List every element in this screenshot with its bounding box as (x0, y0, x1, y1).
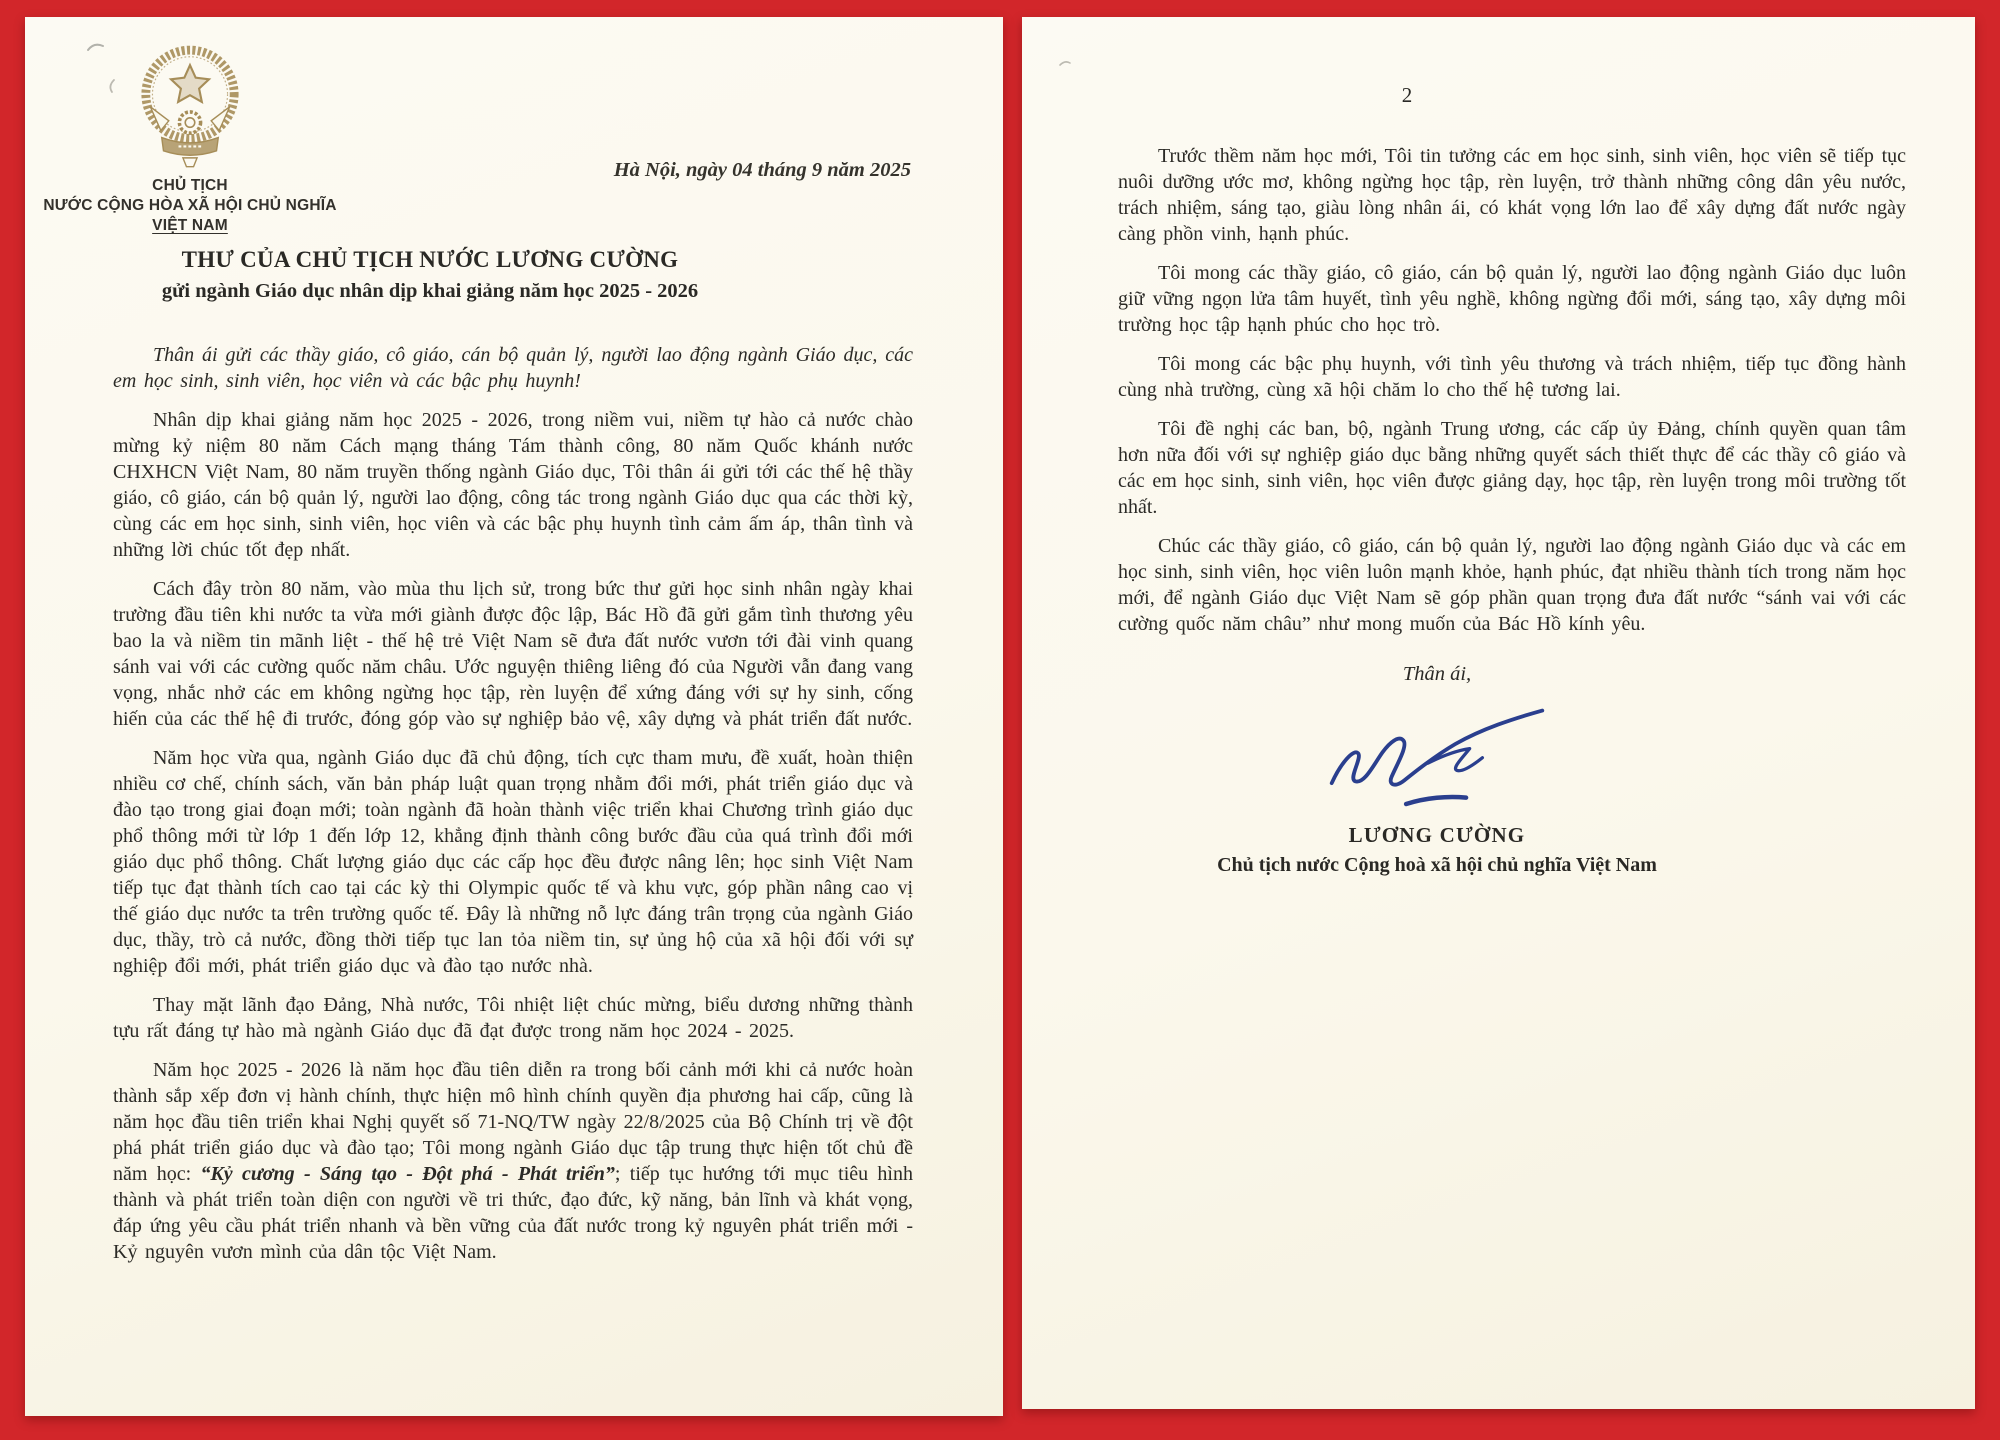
vietnam-national-emblem-icon (137, 39, 243, 169)
paragraph: Tôi mong các bậc phụ huynh, với tình yêu thương và trách nhiệm, tiếp tục đồng hành cùng nhà trường, cùng xã hội chăm lo cho thế hệ tương lai. (1118, 353, 1906, 401)
handwritten-signature-icon (1312, 696, 1562, 814)
letter-subtitle: gửi ngành Giáo dục nhân dịp khai giảng năm học 2025 - 2026 (161, 280, 699, 302)
letter-title-block (35, 247, 825, 303)
paragraph: Tôi đề nghị các ban, bộ, ngành Trung ương, các cấp ủy Đảng, chính quyền quan tâm hơn nữa đối với sự nghiệp giáo dục bằng những quyết sách thiết thực để các thầy cô giáo và các em học sinh, sinh viên, học viên được giảng dạy, học tập, rèn luyện trong môi trường tốt nhất. (1118, 418, 1906, 518)
salutation: Thân ái gửi các thầy giáo, cô giáo, cán bộ quản lý, người lao động ngành Giáo dục, các em học sinh, sinh viên, học viên và các bậc phụ huynh! (113, 344, 913, 392)
paragraph: Trước thềm năm học mới, Tôi tin tưởng các em học sinh, sinh viên, học viên sẽ tiếp tục nuôi dưỡng ước mơ, không ngừng học tập, rèn luyện, trở thành những công dân yêu nước, trách nhiệm, sáng tạo, giàu lòng nhân ái, có khát vọng lớn lao để xây dựng đất nước ngày càng phồn vinh, hạnh phúc. (1118, 145, 1906, 245)
paragraph: Cách đây tròn 80 năm, vào mùa thu lịch sử, trong bức thư gửi học sinh nhân ngày khai trường đầu tiên khi nước ta vừa mới giành được độc lập, Bác Hồ đã gửi gắm tình thương yêu bao la và niềm tin mãnh liệt - thế hệ trẻ Việt Nam sẽ đưa đất nước vươn tới đài vinh quang sánh vai với các cường quốc năm châu. Ước nguyện thiêng liêng đó của Người vẫn đang vang vọng, nhắc nhở các em không ngừng học tập, rèn luyện để xứng đáng với sự hy sinh, cống hiến của các thế hệ đi trước, đóng góp vào sự nghiệp bảo vệ, xây dựng và phát triển đất nước. (113, 578, 913, 730)
closing-salutation: Thân ái, (1402, 663, 1472, 685)
paragraph-text: Năm học 2025 - 2026 là năm học đầu tiên diễn ra trong bối cảnh mới khi cả nước hoàn thành sắp xếp đơn vị hành chính, thực hiện mô hình chính quyền địa phương hai cấp, cũng là năm học đầu tiên triển khai Nghị quyết số 71-NQ/TW ngày 22/8/2025 của Bộ Chính trị về đột phá phát triển giáo dục và đào tạo; Tôi mong ngành Giáo dục tập trung thực hiện tốt chủ đề năm học: (113, 1059, 913, 1185)
paragraph-text: ; tiếp tục hướng tới mục tiêu hình thành và phát triển toàn diện con người về tri thức, đạo đức, kỹ năng, bản lĩnh và khát vọng, đáp ứng yêu cầu phát triển nhanh và bền vững của đất nước trong kỷ nguyên phát triển mới - Kỷ nguyên vươn mình của dân tộc Việt Nam. (113, 1163, 913, 1263)
paragraph: Chúc các thầy giáo, cô giáo, cán bộ quản lý, người lao động ngành Giáo dục và các em học sinh, sinh viên, học viên luôn mạnh khỏe, hạnh phúc, đạt nhiều thành tích trong năm học mới, để ngành Giáo dục Việt Nam sẽ góp phần quan trọng đưa đất nước “sánh vai với các cường quốc năm châu” như mong muốn của Bác Hồ kính yêu. (1118, 535, 1906, 635)
signer-title: Chủ tịch nước Cộng hoà xã hội chủ nghĩa Việt Nam (1217, 854, 1657, 876)
office-line-2: NƯỚC CỘNG HÒA XÃ HỘI CHỦ NGHĨA (43, 197, 337, 214)
paragraph: Năm học vừa qua, ngành Giáo dục đã chủ động, tích cực tham mưu, đề xuất, hoàn thiện nhiều cơ chế, chính sách, văn bản pháp luật quan trọng nhằm đổi mới, phát triển giáo dục và đào tạo trong giai đoạn mới; toàn ngành đã hoàn thành việc triển khai Chương trình giáo dục phổ thông mới từ lớp 1 đến lớp 12, khẳng định thành công bước đầu của quá trình đổi mới giáo dục phổ thông. Chất lượng giáo dục các cấp học đều được nâng lên; học sinh Việt Nam tiếp tục đạt thành tích cao tại các kỳ thi Olympic quốc tế và khu vực, góp phần nâng cao vị thế giáo dục nước ta trên trường quốc tế. Đây là những nỗ lực đáng trân trọng của ngành Giáo dục, thầy, trò cả nước, đồng thời tiếp tục lan tỏa niềm tin, sự ủng hộ của xã hội đối với sự nghiệp đổi mới, phát triển giáo dục và đào tạo nước nhà. (113, 747, 913, 977)
office-line-1: CHỦ TỊCH (152, 177, 228, 194)
letter-title: THƯ CỦA CHỦ TỊCH NƯỚC LƯƠNG CƯỜNG (181, 247, 679, 272)
page-number: 2 (1401, 83, 1413, 107)
letter-body-page-2 (1118, 143, 1906, 650)
signer-name: LƯƠNG CƯỜNG (1348, 823, 1526, 847)
letter-body-page-1 (113, 342, 913, 1278)
paragraph: Thay mặt lãnh đạo Đảng, Nhà nước, Tôi nhiệt liệt chúc mừng, biểu dương những thành tựu rất đáng tự hào mà ngành Giáo dục đã đạt được trong năm học 2024 - 2025. (113, 994, 913, 1042)
date-line: Hà Nội, ngày 04 tháng 9 năm 2025 (613, 159, 911, 181)
paragraph (113, 1057, 913, 1265)
office-line-3: VIỆT NAM (152, 217, 228, 234)
pen-mark (1058, 57, 1072, 69)
letter-page-1 (25, 17, 1003, 1416)
paragraph: Tôi mong các thầy giáo, cô giáo, cán bộ quản lý, người lao động ngành Giáo dục luôn giữ vững ngọn lửa tâm huyết, tình yêu nghề, không ngừng đổi mới, sáng tạo, xây dựng môi trường học tập hạnh phúc cho học trò. (1118, 262, 1906, 336)
letterhead (25, 39, 355, 236)
letter-page-2 (1022, 17, 1975, 1409)
paragraph: Nhân dịp khai giảng năm học 2025 - 2026, trong niềm vui, niềm tự hào cả nước chào mừng kỷ niệm 80 năm Cách mạng tháng Tám thành công, 80 năm Quốc khánh nước CHXHCN Việt Nam, 80 năm truyền thống ngành Giáo dục, Tôi thân ái gửi tới các thế hệ thầy giáo, cô giáo, cán bộ quản lý, người lao động, công tác trong ngành Giáo dục qua các thời kỳ, cùng các em học sinh, sinh viên, học viên và các bậc phụ huynh tình cảm ấm áp, thân tình và những lời chúc tốt đẹp nhất. (113, 409, 913, 561)
school-year-theme-phrase: “Kỷ cương - Sáng tạo - Đột phá - Phát triển” (200, 1163, 615, 1185)
signature-block (1152, 663, 1722, 877)
